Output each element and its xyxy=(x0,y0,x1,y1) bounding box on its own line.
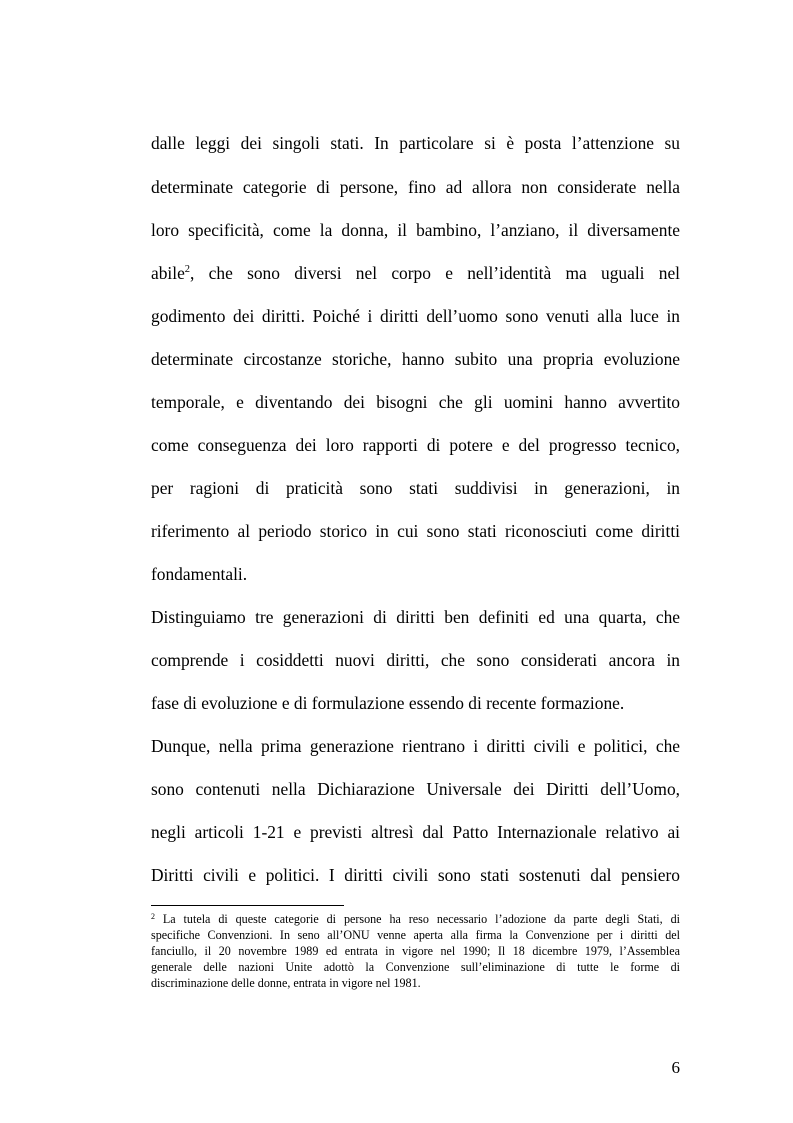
footnote-line: fanciullo, il 20 novembre 1989 ed entrata in vigore nel 1990; Il 18 dicembre 1979, l’Assemblea xyxy=(151,944,680,958)
footnote-line: generale delle nazioni Unite adottò la Convenzione sull’eliminazione di tutte le forme di xyxy=(151,960,680,974)
text-line xyxy=(151,263,680,283)
footnote-line xyxy=(151,912,680,926)
text-line: fase di evoluzione e di formulazione essendo di recente formazione. xyxy=(151,693,625,713)
text-line: fondamentali. xyxy=(151,564,248,584)
footnote-line: specifiche Convenzioni. In seno all’ONU venne aperta alla firma la Convenzione per i diritti del xyxy=(151,928,680,942)
text-line: negli articoli 1-21 e previsti altresì dal Patto Internazionale relativo ai xyxy=(151,822,680,842)
text-line: godimento dei diritti. Poiché i diritti dell’uomo sono venuti alla luce in xyxy=(151,306,680,326)
text-line: loro specificità, come la donna, il bambino, l’anziano, il diversamente xyxy=(151,220,680,240)
footnote-divider xyxy=(151,905,344,906)
footnote-text: La tutela di queste categorie di persone ha reso necessario l’adozione da parte degli Stati, di xyxy=(155,912,680,926)
text-line: Distinguiamo tre generazioni di diritti ben definiti ed una quarta, che xyxy=(151,607,680,627)
text-fragment: , che sono diversi nel corpo e nell’identità ma uguali nel xyxy=(190,263,680,283)
footnote-ref[interactable]: 2 xyxy=(184,264,191,275)
text-line: Dunque, nella prima generazione rientrano i diritti civili e politici, che xyxy=(151,736,680,756)
text-fragment: abile xyxy=(151,263,185,283)
text-line: determinate circostanze storiche, hanno subito una propria evoluzione xyxy=(151,349,680,369)
footnote-line: discriminazione delle donne, entrata in vigore nel 1981. xyxy=(151,976,421,990)
page-number: 6 xyxy=(671,1058,680,1077)
text-line: determinate categorie di persone, fino ad allora non considerate nella xyxy=(151,177,680,197)
text-line: sono contenuti nella Dichiarazione Universale dei Diritti dell’Uomo, xyxy=(151,779,680,799)
text-line: riferimento al periodo storico in cui sono stati riconosciuti come diritti xyxy=(151,521,680,541)
footnote-marker: 2 xyxy=(151,912,155,921)
text-line: per ragioni di praticità sono stati suddivisi in generazioni, in xyxy=(151,478,680,498)
text-line: come conseguenza dei loro rapporti di potere e del progresso tecnico, xyxy=(151,435,680,455)
text-line: comprende i cosiddetti nuovi diritti, che sono considerati ancora in xyxy=(151,650,680,670)
text-line: dalle leggi dei singoli stati. In particolare si è posta l’attenzione su xyxy=(151,133,680,153)
text-line: temporale, e diventando dei bisogni che gli uomini hanno avvertito xyxy=(151,392,680,412)
text-line: Diritti civili e politici. I diritti civili sono stati sostenuti dal pensiero xyxy=(151,865,680,885)
